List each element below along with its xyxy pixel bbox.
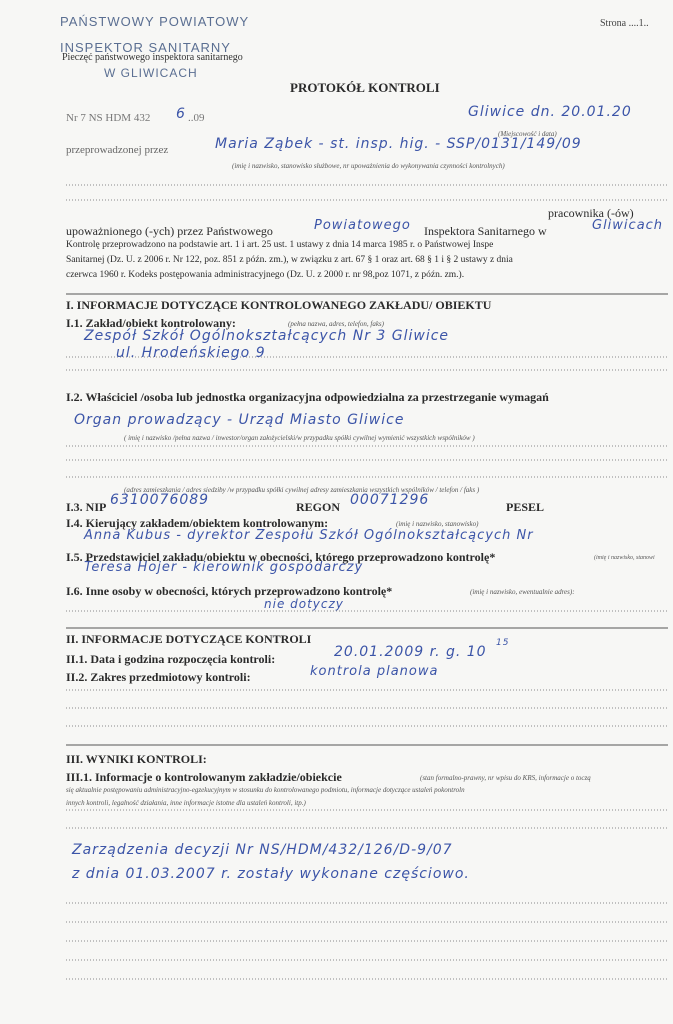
i1-label: I.1. Zakład/obiekt kontrolowany: bbox=[66, 316, 236, 330]
ii1-superscript: 15 bbox=[496, 638, 510, 648]
i5-caption: (imię i nazwisko, stanowi bbox=[594, 555, 655, 561]
ii2-hand: kontrola planowa bbox=[310, 664, 439, 679]
iii1-label: III.1. Informacje o kontrolowanym zakładzie/obiekcie bbox=[66, 770, 342, 784]
i3-regon-hand: 00071296 bbox=[350, 492, 430, 508]
authorized-hand-b: Gliwicach bbox=[592, 218, 664, 233]
iii1-caption-a: (stan formalno-prawny, nr wpisu do KRS, informacje o toczą bbox=[420, 774, 591, 782]
i6-caption: (imię i nazwisko, ewentualnie adres): bbox=[470, 588, 575, 596]
iii1-hand1: Zarządzenia decyzji Nr NS/HDM/432/126/D-9/07 bbox=[72, 842, 453, 858]
employee-text: pracownika (-ów) bbox=[548, 206, 634, 220]
authorized-hand-a: Powiatowego bbox=[314, 218, 411, 233]
ii1-hand: 20.01.2009 r. g. 10 bbox=[334, 644, 487, 660]
i5-hand: Teresa Hojer - kierownik gospodarczy bbox=[84, 560, 364, 575]
i4-hand: Anna Kubus - dyrektor Zespołu Szkół Ogólnokształcących Nr bbox=[84, 528, 534, 543]
inspector-caption: (imię i nazwisko, stanowisko służbowe, nr upoważnienia do wykonywania czynności kontrolnych) bbox=[232, 162, 505, 170]
ii1-label: II.1. Data i godzina rozpoczęcia kontroli: bbox=[66, 652, 276, 666]
stamp-line3: W GLIWICACH bbox=[104, 66, 198, 80]
section2-heading: II. INFORMACJE DOTYCZĄCE KONTROLI bbox=[66, 632, 312, 646]
authorized-text-b: Inspektora Sanitarnego w bbox=[424, 224, 547, 238]
i5-label: I.5. Przedstawiciel zakładu/obiektu w obecności, którego przeprowadzono kontrolę* bbox=[66, 550, 496, 564]
place-date-hand: Gliwice dn. 20.01.20 bbox=[468, 104, 632, 120]
place-date-caption: (Miejscowość i data) bbox=[498, 130, 557, 138]
i6-label: I.6. Inne osoby w obecności, których przeprowadzono kontrolę* bbox=[66, 584, 393, 598]
i1-caption: (pełna nazwa, adres, telefon, faks) bbox=[288, 320, 384, 328]
iii1-caption-b: się aktualnie postępowaniu administracyjno-egzekucyjnym w stosunku do kontrolowanego podmiotu, informacje dotyczące ustaleń pokontroln bbox=[66, 786, 465, 794]
conducted-by-label: przeprowadzonej przez bbox=[66, 144, 169, 156]
legal-basis-line1: Kontrolę przeprowadzono na podstawie art. 1 i art. 25 ust. 1 ustawy z dnia 14 marca 1985 r. o Państwowej Inspe bbox=[66, 240, 494, 250]
authorized-text-a: upoważnionego (-ych) przez Państwowego bbox=[66, 224, 273, 238]
iii1-caption-c: innych kontroli, legalność działania, inne informacje istotne dla ustaleń kontroli, itp.) bbox=[66, 799, 306, 807]
i3-pesel-label: PESEL bbox=[506, 500, 545, 514]
i3-regon-label: REGON bbox=[296, 500, 341, 514]
section3-heading: III. WYNIKI KONTROLI: bbox=[66, 752, 207, 766]
stamp-line1: PAŃSTWOWY POWIATOWY bbox=[60, 14, 250, 29]
i3-nip-label: I.3. NIP bbox=[66, 500, 107, 514]
protocol-number-suffix: ..09 bbox=[188, 112, 205, 124]
stamp-caption: Pieczęć państwowego inspektora sanitarnego bbox=[62, 52, 243, 63]
i2-hand: Organ prowadzący - Urząd Miasto Gliwice bbox=[74, 412, 405, 428]
protocol-number-hand: 6 bbox=[176, 106, 186, 122]
i2-caption: ( imię i nazwisko /pełna nazwa / inwestor/organ założycielski/w przypadku spółki cywilnej wymienić wszystkich wspólników ) bbox=[124, 434, 475, 442]
i1-hand2: ul. Hrodeńskiego 9 bbox=[116, 345, 266, 361]
i3-nip-hand: 6310076089 bbox=[110, 492, 210, 508]
i4-label: I.4. Kierujący zakładem/obiektem kontrolowanym: bbox=[66, 516, 329, 530]
legal-basis-line2: Sanitarnej (Dz. U. z 2006 r. Nr 122, poz. 851 z późn. zm.), w związku z art. 67 § 1 oraz art. 68 § 1 i § 2 ustawy z dnia bbox=[66, 255, 513, 265]
ii2-label: II.2. Zakres przedmiotowy kontroli: bbox=[66, 670, 251, 684]
stamp-line2: INSPEKTOR SANITARNY bbox=[60, 40, 231, 55]
iii1-hand2: z dnia 01.03.2007 r. zostały wykonane częściowo. bbox=[72, 866, 470, 882]
i2-label: I.2. Właściciel /osoba lub jednostka organizacyjna odpowiedzialna za przestrzeganie wymagań bbox=[66, 390, 549, 404]
section1-heading: I. INFORMACJE DOTYCZĄCE KONTROLOWANEGO ZAKŁADU/ OBIEKTU bbox=[66, 298, 492, 312]
protocol-number-label: Nr 7 NS HDM 432 bbox=[66, 112, 151, 124]
i4-caption: (imię i nazwisko, stanowisko) bbox=[396, 520, 479, 528]
page-number: Strona ....1.. bbox=[600, 18, 649, 29]
document-title: PROTOKÓŁ KONTROLI bbox=[290, 80, 440, 95]
i1-hand1: Zespół Szkół Ogólnokształcących Nr 3 Gliwice bbox=[84, 328, 450, 344]
i6-hand: nie dotyczy bbox=[264, 597, 344, 611]
i2-caption2: (adres zamieszkania / adres siedziby /w przypadku spółki cywilnej adresy zamieszkania wszystkich wspólników / telefon / faks ) bbox=[124, 486, 480, 494]
legal-basis-line3: czerwca 1960 r. Kodeks postępowania administracyjnego (Dz. U. z 2000 r. nr 98,poz 1071, z późn. zm.). bbox=[66, 270, 465, 280]
inspector-hand: Maria Ząbek - st. insp. hig. - SSP/0131/149/09 bbox=[215, 136, 582, 152]
